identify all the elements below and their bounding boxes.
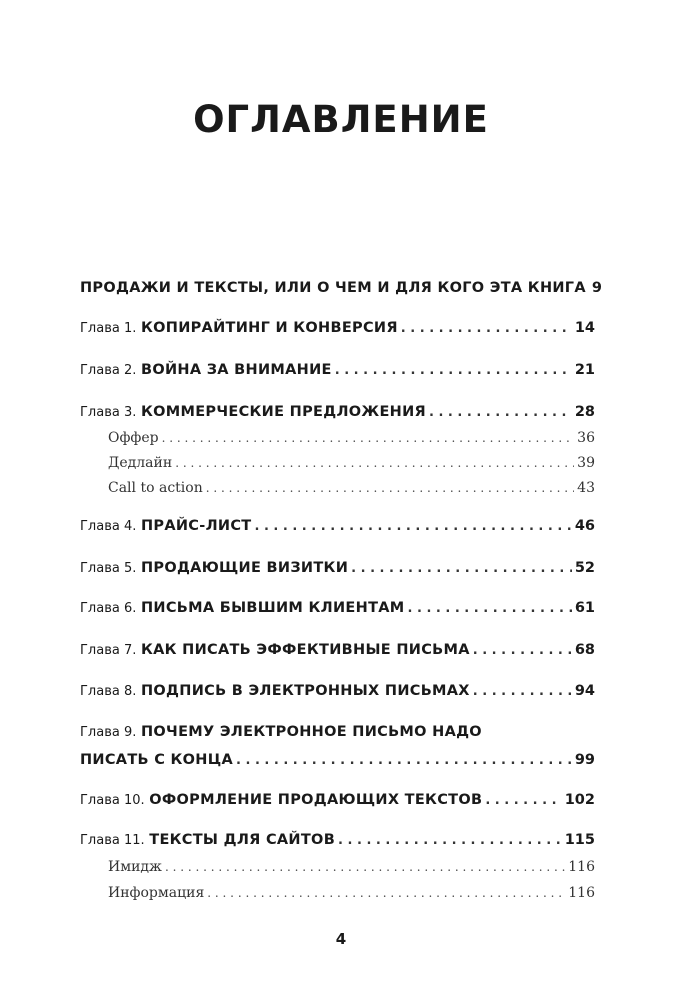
dot-leader — [473, 643, 572, 658]
toc-entry-title: ПОЧЕМУ ЭЛЕКТРОННОЕ ПИСЬМО НАДО — [140, 724, 482, 740]
chapter-label: Глава 2. — [80, 363, 137, 378]
chapter-label: Глава 5. — [80, 561, 137, 576]
toc-entry-page: 46 — [574, 518, 595, 534]
chapter-label: Глава 3. — [80, 405, 137, 420]
toc-entry-title: ПРАЙС-ЛИСТ — [140, 518, 252, 534]
toc-subentry-page: 116 — [568, 885, 595, 901]
page-number: 4 — [335, 930, 347, 948]
toc-entry-title: ТЕКСТЫ ДЛЯ САЙТОВ — [149, 832, 336, 848]
toc-entry-title: ВОЙНА ЗА ВНИМАНИЕ — [140, 362, 332, 378]
toc-entry-title: ПИСЬМА БЫВШИМ КЛИЕНТАМ — [140, 600, 405, 616]
dot-leader — [207, 886, 565, 900]
dot-leader — [206, 481, 574, 495]
toc-entry-page: 52 — [574, 560, 595, 576]
toc-entry-intro[interactable] — [80, 280, 602, 296]
toc-subentry[interactable] — [108, 455, 595, 471]
dot-leader — [254, 519, 571, 534]
toc-entry-title-continued: ПИСАТЬ С КОНЦА — [80, 752, 234, 768]
toc-entry-chapter-4[interactable] — [80, 518, 595, 534]
toc-entry-page: 61 — [574, 600, 595, 616]
toc-subentry-title: Имидж — [108, 859, 162, 875]
toc-entry-chapter-3[interactable] — [80, 404, 595, 420]
toc-subentry[interactable] — [108, 885, 595, 901]
toc-entry-chapter-9-line1[interactable] — [80, 724, 482, 740]
toc-subentry[interactable] — [108, 480, 595, 496]
toc-subentry-page: 43 — [577, 480, 595, 496]
toc-entry-chapter-6[interactable] — [80, 600, 595, 616]
toc-entry-chapter-8[interactable] — [80, 683, 595, 699]
dot-leader — [165, 860, 565, 874]
toc-entry-chapter-2[interactable] — [80, 362, 595, 378]
toc-entry-title: КАК ПИСАТЬ ЭФФЕКТИВНЫЕ ПИСЬМА — [140, 642, 470, 658]
toc-subentry-page: 39 — [577, 455, 595, 471]
toc-entry-page: 9 — [591, 280, 602, 296]
toc-entry-chapter-11[interactable] — [80, 832, 595, 848]
toc-entry-chapter-9[interactable] — [80, 752, 595, 768]
toc-entry-title: ОФОРМЛЕНИЕ ПРОДАЮЩИХ ТЕКСТОВ — [149, 792, 483, 808]
toc-entry-title: КОПИРАЙТИНГ И КОНВЕРСИЯ — [140, 320, 398, 336]
toc-entry-title: ПРОДАЖИ И ТЕКСТЫ, ИЛИ О ЧЕМ И ДЛЯ КОГО ЭТА КНИГА — [80, 280, 586, 296]
toc-entry-chapter-5[interactable] — [80, 560, 595, 576]
dot-leader — [429, 405, 572, 420]
toc-entry-page: 68 — [574, 642, 595, 658]
toc-subentry-page: 36 — [577, 430, 595, 446]
toc-entry-title: ПРОДАЮЩИЕ ВИЗИТКИ — [140, 560, 349, 576]
dot-leader — [351, 561, 572, 576]
toc-subentry-title: Call to action — [108, 480, 203, 496]
dot-leader — [335, 363, 572, 378]
toc-subentry[interactable] — [108, 430, 595, 446]
dot-leader — [473, 684, 572, 699]
chapter-label: Глава 7. — [80, 643, 137, 658]
toc-entry-page: 28 — [574, 404, 595, 420]
toc-entry-chapter-7[interactable] — [80, 642, 595, 658]
dot-leader — [485, 793, 561, 808]
dot-leader — [236, 753, 572, 768]
chapter-label: Глава 11. — [80, 833, 145, 848]
toc-entry-chapter-1[interactable] — [80, 320, 595, 336]
chapter-label: Глава 8. — [80, 684, 137, 699]
dot-leader — [162, 431, 575, 445]
toc-entry-chapter-10[interactable] — [80, 792, 595, 808]
chapter-label: Глава 9. — [80, 725, 137, 740]
chapter-label: Глава 6. — [80, 601, 137, 616]
page-title: ОГЛАВЛЕНИЕ — [193, 98, 489, 141]
toc-subentry-page: 116 — [568, 859, 595, 875]
toc-entry-page: 102 — [564, 792, 595, 808]
dot-leader — [401, 321, 572, 336]
toc-entry-title: ПОДПИСЬ В ЭЛЕКТРОННЫХ ПИСЬМАХ — [140, 683, 470, 699]
toc-subentry-title: Дедлайн — [108, 455, 173, 471]
toc-entry-page: 14 — [574, 320, 595, 336]
toc-entry-page: 94 — [574, 683, 595, 699]
toc-entry-page: 21 — [574, 362, 595, 378]
toc-subentry-title: Информация — [108, 885, 205, 901]
dot-leader — [175, 456, 574, 470]
toc-entry-title: КОММЕРЧЕСКИЕ ПРЕДЛОЖЕНИЯ — [140, 404, 426, 420]
toc-entry-page: 99 — [574, 752, 595, 768]
chapter-label: Глава 10. — [80, 793, 145, 808]
toc-entry-page: 115 — [564, 832, 595, 848]
chapter-label: Глава 4. — [80, 519, 137, 534]
dot-leader — [408, 601, 572, 616]
dot-leader — [338, 833, 562, 848]
toc-subentry-title: Оффер — [108, 430, 159, 446]
toc-subentry[interactable] — [108, 859, 595, 875]
chapter-label: Глава 1. — [80, 321, 137, 336]
